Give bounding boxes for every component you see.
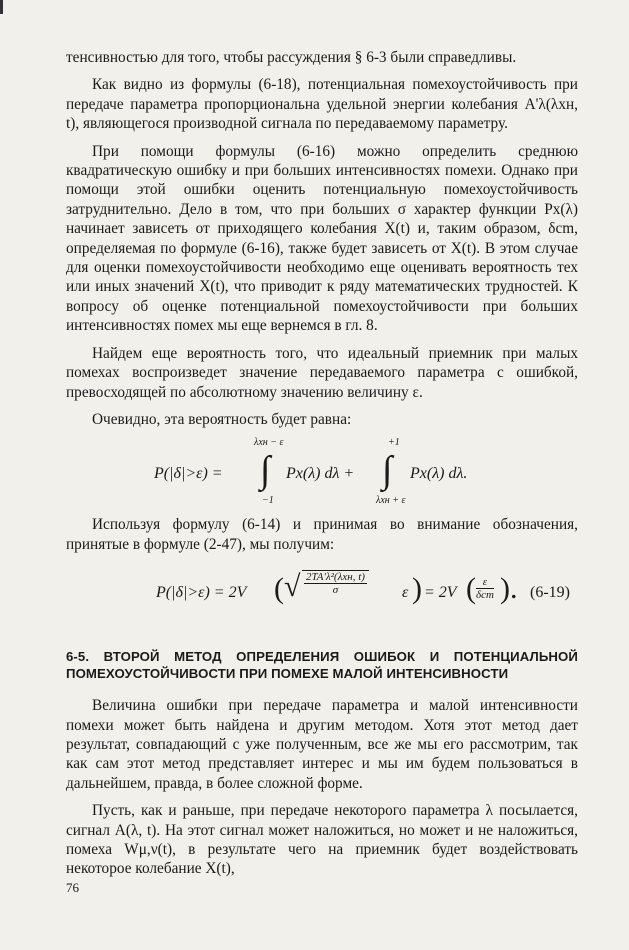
eq2-sqrt-num: 2TA'λ²(λxн, t) [306, 571, 365, 584]
eq2-eps: ε [402, 584, 409, 602]
scan-edge-mark [0, 0, 3, 14]
equation-6-19 [66, 568, 578, 626]
eq2-frac-num: ε [476, 576, 494, 589]
eq2-frac-den: δcm [476, 589, 494, 602]
eq2-frac [476, 576, 494, 601]
eq2-paren2-close: ). [500, 572, 518, 606]
paragraph-obviously: Очевидно, эта вероятность будет равна: [92, 410, 352, 428]
equation-integral [66, 435, 578, 511]
sqrt-sign: √ [284, 570, 301, 604]
integral-sign-2: ∫ [382, 449, 393, 492]
eq1-int2-body: Px(λ) dλ. [410, 465, 468, 483]
paragraph-continuation: тенсивностью для того, чтобы рассуждения § 6-3 были справедливы. [66, 49, 517, 66]
paragraph-second-method: Величина ошибки при передаче параметра и малой интенсивности помехи может быть найдена и другим методом. Хотя этот метод дает результат, совпадающий с уже полученным, все же мы его рассмотрим, так как сам этот метод представляет интерес и мы им будем пользоваться в дальнейшем, правда, в более сложной форме. [66, 697, 578, 792]
eq1-int2-lower: λxн + ε [376, 495, 406, 507]
eq1-int1-body: Px(λ) dλ + [286, 465, 355, 483]
eq2-paren2-open: ( [466, 572, 476, 606]
page-number: 76 [66, 880, 79, 895]
paragraph-mean-square-error: При помощи формулы (6-16) можно определить среднюю квадратическую ошибку и при больших интенсивностях помехи. Однако при помощи этой ошибки оценить потенциальную помехоустойчивость затруднительно. Дело в том, что при больших σ характер функции Px(λ) начинает зависеть от приходящего колебания X(t) и, таким образом, δcm, определяемая по формуле (6-16), также будет зависеть от X(t). В этом случае для оценки помехоустойчивости необходимо еще оценивать вероятность тех или иных значений X(t), что приводит к ряду математических трудностей. К вопросу об оценке потенциальной помехоустойчивости при больших интенсивностях помех мы еще вернемся в гл. 8. [66, 142, 578, 335]
eq2-lhs: P(|δ|>ε) = 2V [156, 584, 247, 602]
paragraph-using-formula: Используя формулу (6-14) и принимая во внимание обозначения, принятые в формуле (2-47), мы получим: [66, 516, 578, 553]
eq1-int1-upper: λxн − ε [254, 437, 284, 449]
eq2-paren-open: ( [274, 572, 284, 606]
equation-number: (6-19) [530, 584, 570, 602]
eq1-int2-upper: +1 [388, 437, 400, 449]
paragraph-energy: Как видно из формулы (6-18), потенциальная помехоустойчивость при передаче параметра пропорциональна удельной энергии колебания A'λ(λxн, t), являющегося производной сигнала по передаваемому параметру. [66, 76, 578, 133]
eq2-sqrt-den: σ [332, 584, 339, 597]
eq1-lhs: P(|δ|>ε) = [154, 465, 223, 483]
eq2-mid: = 2V [424, 584, 457, 602]
integral-sign-1: ∫ [260, 449, 271, 492]
paragraph-let-as-before: Пусть, как и раньше, при передаче некоторого параметра λ посылается, сигнал A(λ, t). На этот сигнал может наложиться, но может и не наложиться, помеха Wμ,ν(t), в результате чего на приемник будет воздействовать некоторое колебание X(t), [66, 802, 578, 878]
eq2-paren-close: ) [412, 572, 422, 606]
eq1-int1-lower: −1 [262, 495, 274, 507]
section-heading: 6-5. ВТОРОЙ МЕТОД ОПРЕДЕЛЕНИЯ ОШИБОК И ПОТЕНЦИАЛЬНОЙ ПОМЕХОУСТОЙЧИВОСТИ ПРИ ПОМЕХЕ МАЛОЙ ИНТЕНСИВНОСТИ [66, 649, 578, 682]
eq2-sqrt [302, 570, 369, 596]
page-body [66, 48, 578, 879]
paragraph-probability: Найдем еще вероятность того, что идеальный приемник при малых помехах воспроизведет значение передаваемого параметра с ошибкой, превосходящей по абсолютному значению величину ε. [66, 344, 578, 401]
